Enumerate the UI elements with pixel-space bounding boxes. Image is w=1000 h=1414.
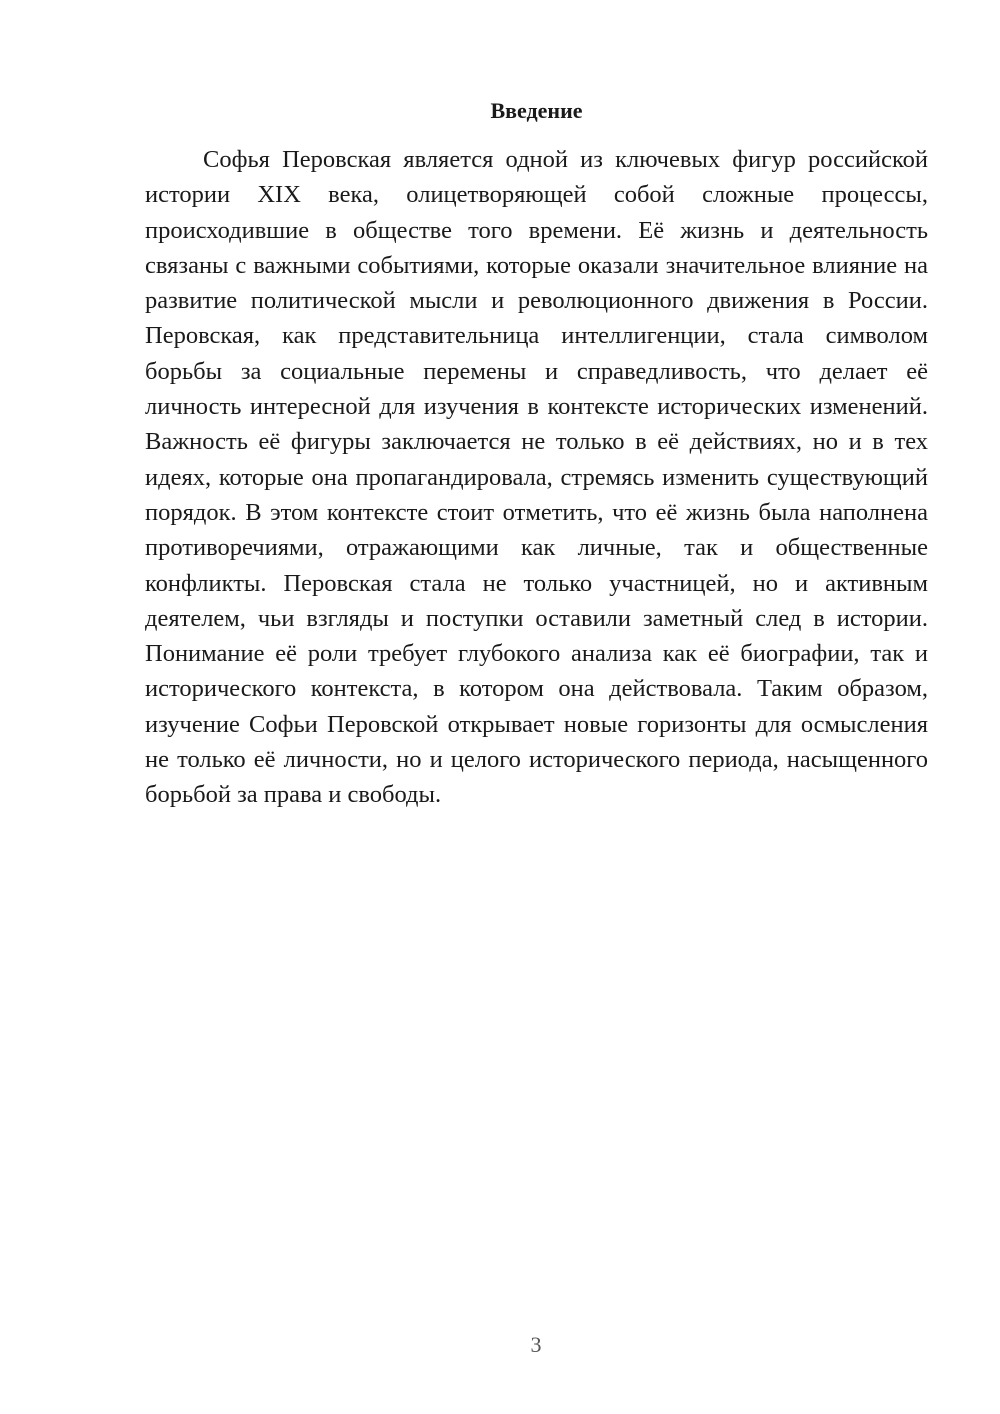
section-heading: Введение [490, 98, 583, 123]
page-number: 3 [530, 1332, 542, 1357]
body-paragraph: Софья Перовская является одной из ключевых фигур российской истории XIX века, олицетворяющей собой сложные процессы, происходившие в обществе того времени. Её жизнь и деятельность связаны с важными событиями, которые оказали значительное влияние на развитие политической мысли и революционного движения в России. Перовская, как представительница интеллигенции, стала символом борьбы за социальные перемены и справедливость, что делает её личность интересной для изучения в контексте исторических изменений. Важность её фигуры заключается не только в её действиях, но и в тех идеях, которые она пропагандировала, стремясь изменить существующий порядок. В этом контексте стоит отметить, что её жизнь была наполнена противоречиями, отражающими как личные, так и общественные конфликты. Перовская стала не только участницей, но и активным деятелем, чьи взгляды и поступки оставили заметный след в истории. Понимание её роли требует глубокого анализа как её биографии, так и исторического контекста, в котором она действовала. Таким образом, изучение Софьи Перовской открывает новые горизонты для осмысления не только её личности, но и целого исторического периода, насыщенного борьбой за права и свободы. [145, 146, 928, 809]
